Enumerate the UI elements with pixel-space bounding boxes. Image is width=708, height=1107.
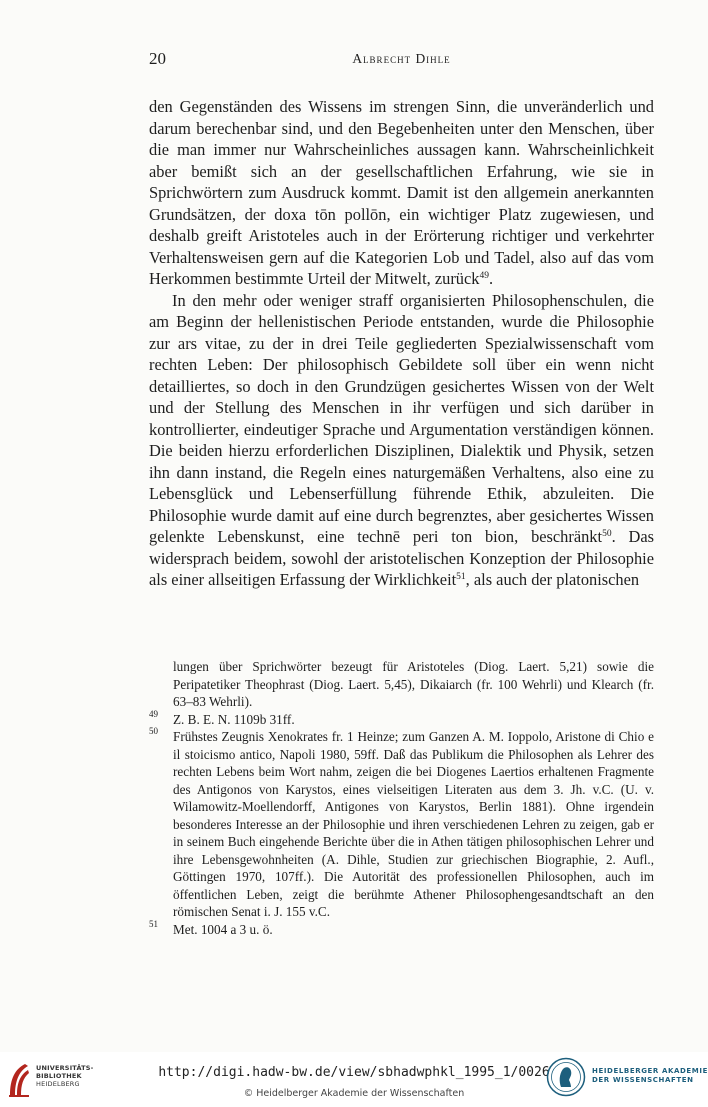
footnote-text: Frühstes Zeugnis Xenokrates fr. 1 Heinze; zum Ganzen A. M. Ioppolo, Aristone di Chio e il stoicismo antico, Napoli 1980, 59ff. Daß das Publikum die Philosophen als Lehrer des rechten Lebens beim Wort nahm, zeigen die bei Diogenes Laertios erhaltenen Fragmente des Antigonos von Karystos, eines vielseitigen Literaten aus dem 3. Jh. v.C. (U. v. Wilamowitz-Moellendorff, Antigones von Karystos, Berlin 1881). Ohne irgendein besonderes Interesse an der Philosophie und ihren verschiedenen Lehren zu zeigen, gab er in seinem Buch eingehende Berichte über die in Athen tätigen philosophischen Lehrer und ihre Lebensgewohnheiten (A. Dihle, Studien zur griechischen Biographie, 2. Aufl., Göttingen 1970, 107ff.). Die Autorität des professionellen Philosophen, auch im öffentlichen Leben, zeigt die berühmte Athener Philosophengesandtschaft an den römischen Senat i. J. 155 v.C. xyxy=(173,729,654,919)
footnote-49 xyxy=(149,708,654,729)
footnote-number: 50 xyxy=(149,726,158,736)
copyright-notice: © Heidelberger Akademie der Wissenschaften xyxy=(243,1088,465,1099)
footnote-continued: lungen über Sprichwörter bezeugt für Aristoteles (Diog. Laert. 5,21) sowie die Peripatetiker Theophrast (Diog. Laert. 5,45), Dikaiarch (fr. 100 Wehrli) und Klearch (fr. 63–83 Wehrli). xyxy=(173,659,654,709)
academy-line-1: HEIDELBERGER AKADEMIE xyxy=(592,1067,708,1075)
footnote-51 xyxy=(149,918,654,939)
academy-line-2: DER WISSENSCHAFTEN xyxy=(592,1076,694,1084)
footnote-ref-51: 51 xyxy=(456,572,466,582)
permalink-url[interactable]: http://digi.hadw-bw.de/view/sbhadwphkl_1995_1/0026 xyxy=(158,1065,550,1080)
footnote-text: Z. B. E. N. 1109b 31ff. xyxy=(173,711,295,727)
library-line-1: UNIVERSITÄTS- xyxy=(36,1064,94,1072)
footnote-number: 51 xyxy=(149,918,158,929)
paragraph-1 xyxy=(149,96,654,290)
viewer-footer xyxy=(0,1052,708,1107)
paragraph-2-part-2: . Das widersprach beidem, sowohl der aristotelischen Konzeption der Philosophie als einer allseitigen Erfassung der Wirklichkeit xyxy=(149,527,654,589)
paragraph-1-tail: . xyxy=(488,269,494,288)
page-header xyxy=(149,49,654,71)
footnote-text: Met. 1004 a 3 u. ö. xyxy=(173,921,273,937)
running-head: Albrecht Dihle xyxy=(352,51,451,66)
library-line-2: BIBLIOTHEK xyxy=(36,1072,82,1080)
academy-seal-icon[interactable] xyxy=(546,1057,586,1097)
paragraph-2-part-3: , als auch der platonischen xyxy=(465,570,640,589)
footnote-ref-50: 50 xyxy=(602,529,612,539)
footnote-number: 49 xyxy=(149,708,158,719)
footnotes xyxy=(149,658,654,938)
paragraph-2 xyxy=(149,290,654,591)
academy-name[interactable] xyxy=(592,1067,708,1085)
paragraph-2-part-1: In den mehr oder weniger straff organisierten Philosophenschulen, die am Beginn der hellenistischen Periode entstanden, wurde die Philosophie zur ars vitae, zu der in drei Teile gegliederten Spezialwissenschaft vom rechten Leben: Der philosophisch Gebildete soll über ein wenn nicht detailliertes, so doch in den Grundzügen gesichertes Wissen von der Welt und der Stellung des Menschen in ihr verfügen und sich darüber in kontrollierter, eindeutiger Sprache und Argumentation verständigen können. Die beiden hierzu erforderlichen Disziplinen, Dialektik und Physik, setzen ihn dann instand, die Regeln eines naturgemäßen Verhaltens, also eine zu Lebensglück und Lebenserfüllung führende Ethik, abzuleiten. Die Philosophie wurde damit auf eine durch begrenztes, aber gesichertes Wissen gelenkte Lebenskunst, eine technē peri ton bion, beschränkt xyxy=(149,290,654,546)
footnote-ref-49: 49 xyxy=(479,271,489,281)
page-number: 20 xyxy=(149,49,166,68)
footnote-50 xyxy=(149,726,654,921)
body-text xyxy=(149,96,654,591)
library-line-3: HEIDELBERG xyxy=(36,1080,80,1088)
paragraph-1-text: den Gegenständen des Wissens im strengen Sinn, die unveränderlich und darum berechenbar sind, und den Begebenheiten unter den Menschen, über die man immer nur Wahrscheinliches aussagen kann. Wahrscheinlichkeit aber bemißt sich an der gesellschaftlichen Erfahrung, wie sie in Sprichwörtern zum Ausdruck kommt. Damit ist den allgemein anerkannten Grundsätzen, der doxa tōn pollōn, ein wichtiger Platz zugewiesen, und deshalb greift Aristoteles auch in der Erörterung richtiger und verkehrter Verhaltensweisen gern auf die Kategorien Lob und Tadel, also auf das vom Herkommen bestimmte Urteil der Mitwelt, zurück xyxy=(149,97,654,288)
